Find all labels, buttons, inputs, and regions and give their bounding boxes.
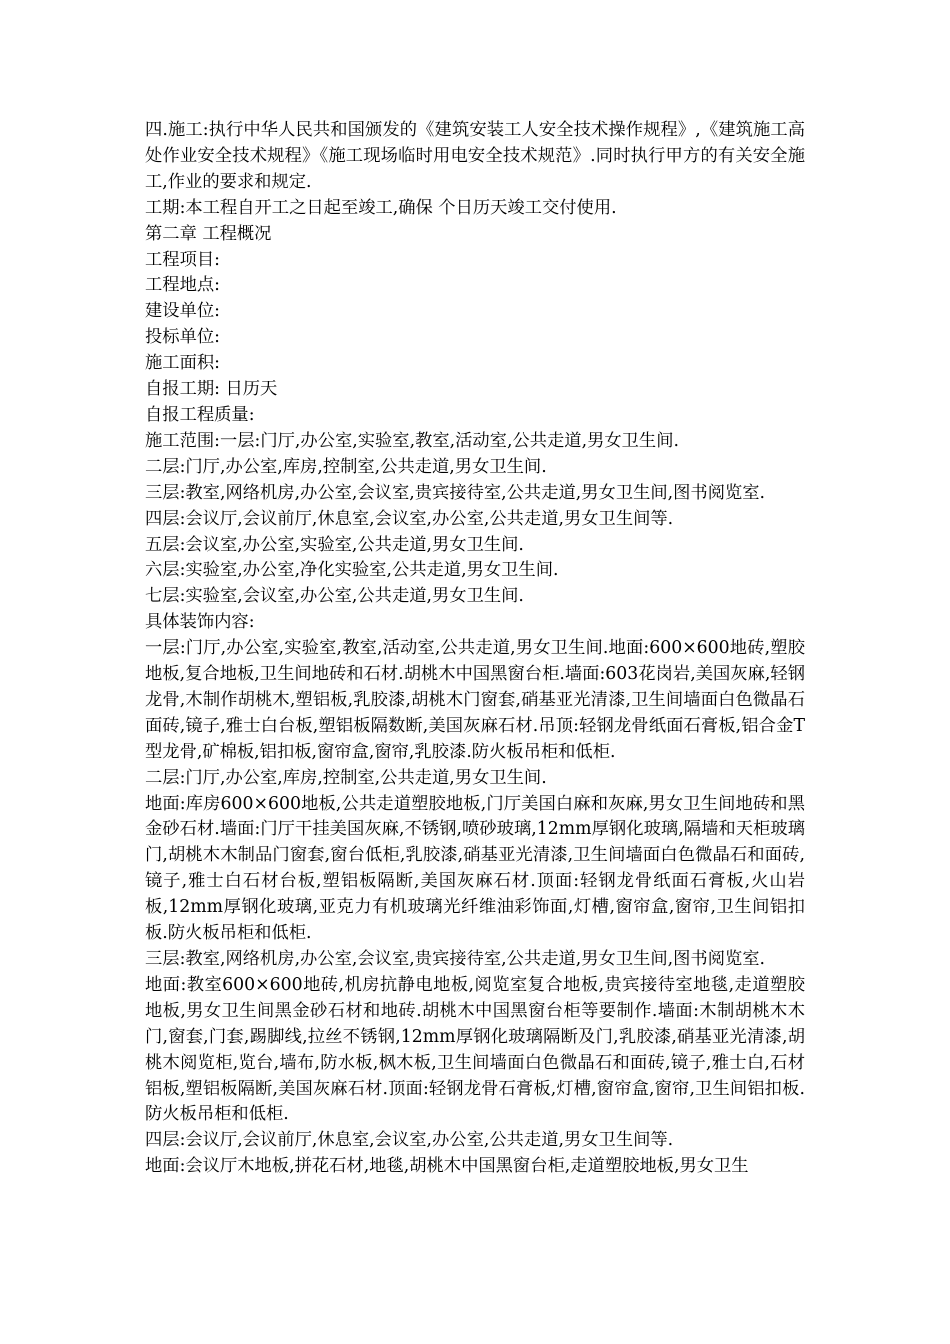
field-reported-quality: 自报工程质量:: [145, 404, 255, 425]
scope-floor-7: 七层:实验室,会议室,办公室,公共走道,男女卫生间.: [145, 586, 524, 607]
scope-floor-3: 三层:教室,网络机房,办公室,会议室,贵宾接待室,公共走道,男女卫生间,图书阅览室.: [145, 482, 766, 503]
field-construction-area: 施工面积:: [145, 353, 220, 374]
decoration-floor-4-details: 地面:会议厅木地板,拼花石材,地毯,胡桃木中国黑窗台柜,走道塑胶地板,男女卫生: [145, 1156, 749, 1177]
decoration-floor-3-details: 地面:教室600×600地砖,机房抗静电地板,阅览室复合地板,贵宾接待室地毯,走道塑胶地板,男女卫生间黑金砂石材和地砖.胡桃木中国黑窗台柜等要制作.墙面:木制胡桃木木门,窗套,门套,踢脚线,拉丝不锈钢,12mm厚钢化玻璃隔断及门,乳胶漆,硝基亚光清漆,胡桃木阅览柜,览台,墙布,防水板,枫木板,卫生间墙面白色微晶石和面砖,镜子,雅士白,石材铝板,塑铝板隔断,美国灰麻石材.顶面:轻钢龙骨石膏板,灯槽,窗帘盒,窗帘,卫生间铝扣板.防火板吊柜和低柜.: [145, 974, 805, 1125]
document-page: [145, 118, 805, 1180]
decoration-floor-1: 一层:门厅,办公室,实验室,教室,活动室,公共走道,男女卫生间.地面:600×600地砖,塑胶地板,复合地板,卫生间地砖和石材.胡桃木中国黑窗台柜.墙面:603花岗岩,美国灰麻,轻钢龙骨,木制作胡桃木,塑铝板,乳胶漆,胡桃木门窗套,硝基亚光清漆,卫生间墙面白色微晶石面砖,镜子,雅士白台板,塑铝板隔数断,美国灰麻石材.吊顶:轻钢龙骨纸面石膏板,铝合金T型龙骨,矿棉板,铝扣板,窗帘盒,窗帘,乳胶漆.防火板吊柜和低柜.: [145, 638, 805, 762]
decoration-floor-3-rooms: 三层:教室,网络机房,办公室,会议室,贵宾接待室,公共走道,男女卫生间,图书阅览室.: [145, 949, 766, 969]
field-client: 建设单位:: [145, 301, 220, 322]
paragraph-schedule: 工期:本工程自开工之日起至竣工,确保 个日历天竣工交付使用.: [145, 197, 617, 218]
scope-floor-2: 二层:门厅,办公室,库房,控制室,公共走道,男女卫生间.: [145, 456, 547, 477]
decoration-floor-2-rooms: 二层:门厅,办公室,库房,控制室,公共走道,男女卫生间.: [145, 767, 547, 788]
decoration-floor-4-rooms: 四层:会议厅,会议前厅,休息室,会议室,办公室,公共走道,男女卫生间等.: [145, 1130, 674, 1151]
field-bidder: 投标单位:: [145, 327, 220, 348]
paragraph-construction-safety: 四.施工:执行中华人民共和国颁发的《建筑安装工人安全技术操作规程》,《建筑施工高处作业安全技术规程》《施工现场临时用电安全技术规范》.同时执行甲方的有关安全施工,作业的要求和规定.: [145, 120, 805, 192]
chapter-heading: 第二章 工程概况: [145, 223, 272, 244]
scope-floor-6: 六层:实验室,办公室,净化实验室,公共走道,男女卫生间.: [145, 560, 559, 581]
field-project-location: 工程地点:: [145, 275, 220, 296]
field-project-name: 工程项目:: [145, 249, 220, 270]
scope-floor-1: 施工范围:一层:门厅,办公室,实验室,教室,活动室,公共走道,男女卫生间.: [145, 430, 679, 451]
scope-floor-5: 五层:会议室,办公室,实验室,公共走道,男女卫生间.: [145, 534, 524, 555]
decoration-heading: 具体装饰内容:: [145, 612, 255, 633]
decoration-floor-2-details: 地面:库房600×600地板,公共走道塑胶地板,门厅美国白麻和灰麻,男女卫生间地砖和黑金砂石材.墙面:门厅干挂美国灰麻,不锈钢,喷砂玻璃,12mm厚钢化玻璃,隔墙和天柜玻璃门,胡桃木木制品门窗套,窗台低柜,乳胶漆,硝基亚光清漆,卫生间墙面白色微晶石和面砖,镜子,雅士白石材台板,塑铝板隔断,美国灰麻石材.顶面:轻钢龙骨纸面石膏板,火山岩板,12mm厚钢化玻璃,亚克力有机玻璃光纤维油彩饰面,灯槽,窗帘盒,窗帘,卫生间铝扣板.防火板吊柜和低柜.: [145, 793, 805, 944]
scope-floor-4: 四层:会议厅,会议前厅,休息室,会议室,办公室,公共走道,男女卫生间等.: [145, 508, 674, 529]
field-reported-duration: 自报工期: 日历天: [145, 379, 278, 400]
